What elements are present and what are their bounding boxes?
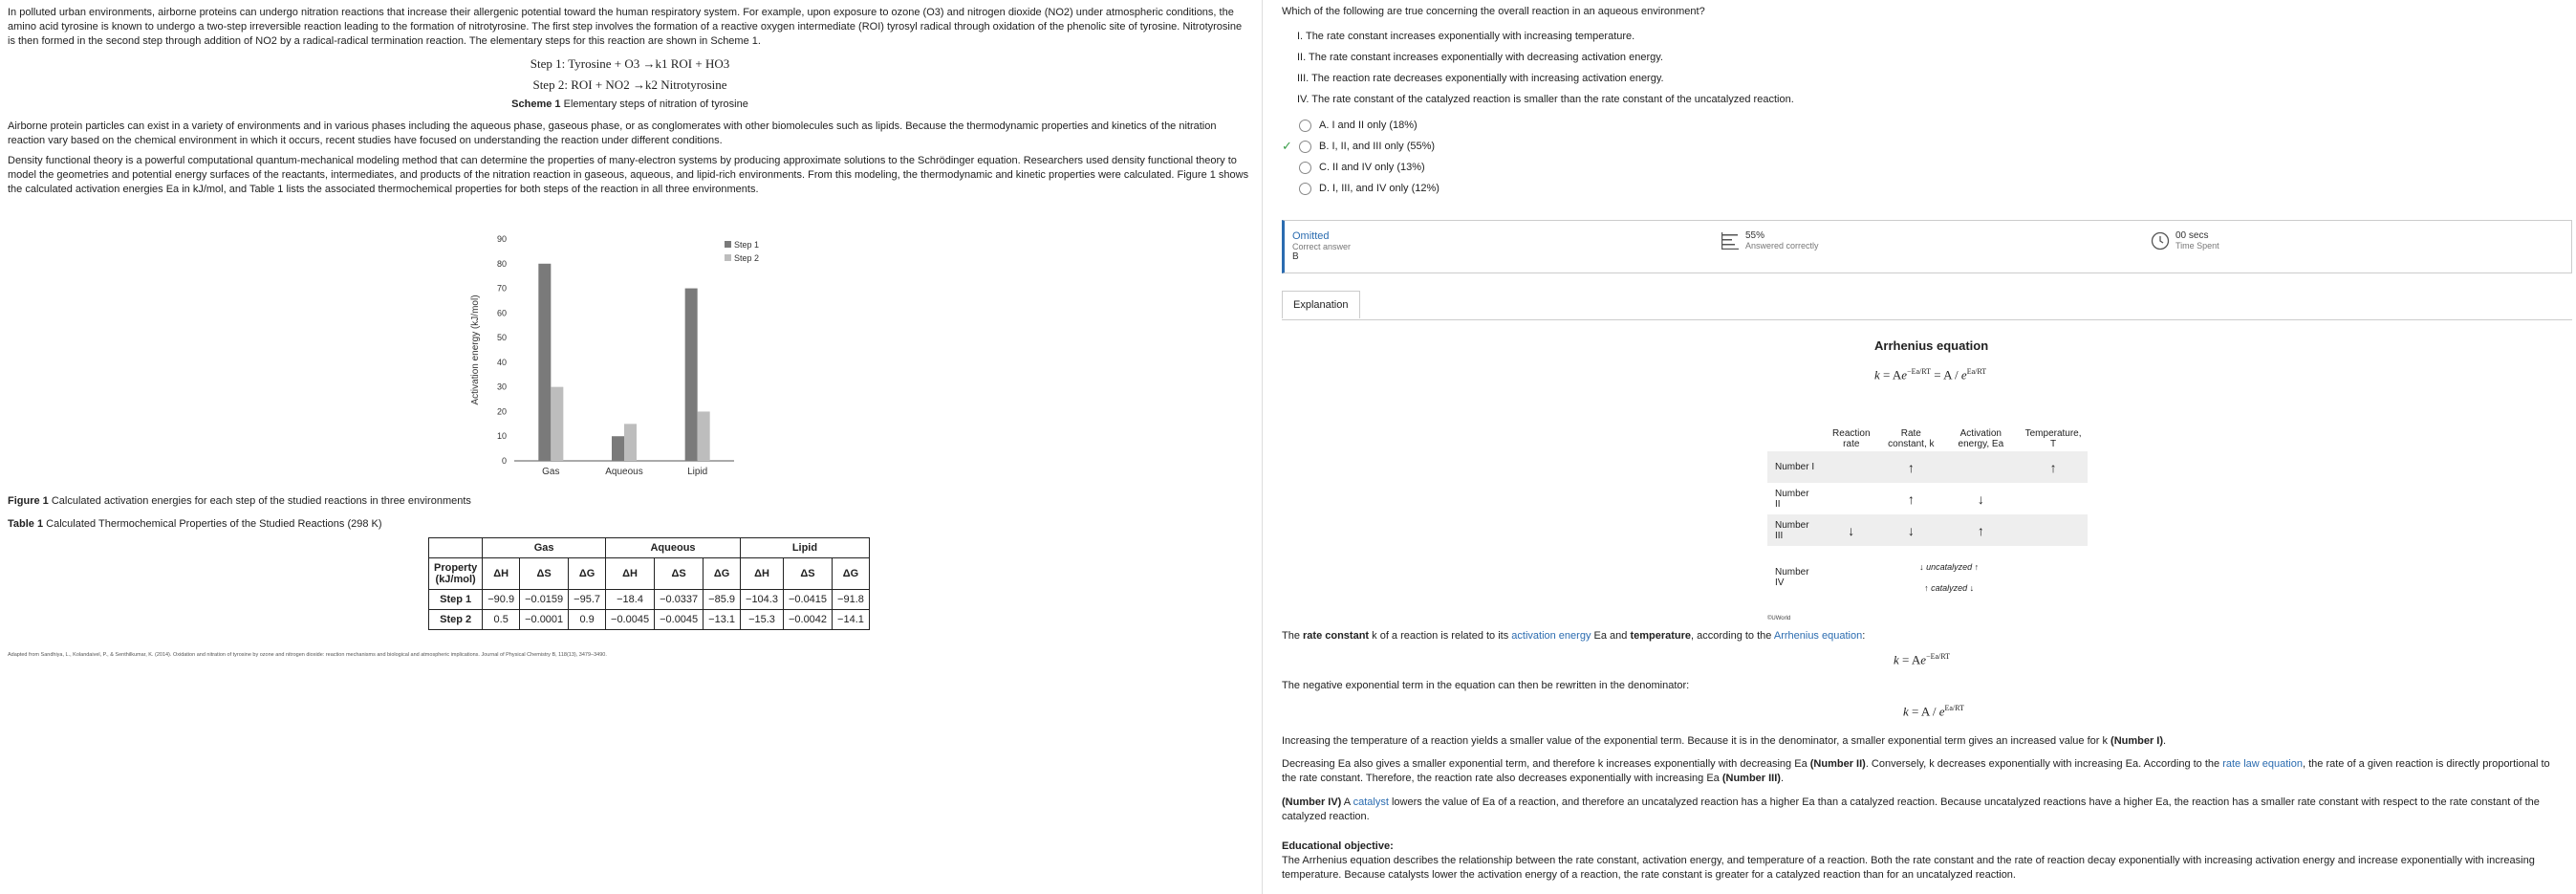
scheme-steps bbox=[8, 56, 1252, 93]
answer-choice-d[interactable] bbox=[1299, 178, 2572, 199]
arr-row bbox=[1767, 483, 2088, 514]
y-tick-label: 40 bbox=[496, 357, 507, 367]
arrhenius-title: Arrhenius equation bbox=[1874, 338, 1989, 353]
column-header: ΔG bbox=[833, 558, 870, 590]
time-stat bbox=[2151, 230, 2219, 251]
legend-swatch bbox=[725, 241, 731, 248]
arrow-icon: ↑ bbox=[1907, 491, 1915, 507]
tab-underline bbox=[1282, 319, 2572, 320]
passage-paragraph-1: In polluted urban environments, airborne proteins can undergo nitration reactions that increase their allergenic potential toward the human respiratory system. For example, upon exposure to ozone (O3) and nitrogen dioxide (NO2) under atmospheric conditions, the amino acid tyrosine is known to undergo a two-step irreversible reaction leading to the formation of nitrotyrosine. The first step involves the formation of a reactive oxygen intermediate (ROI) tyrosyl radical through oxidation of the phenolic site of tyrosine. Nitrotyrosine is then formed in the second step through addition of NO2 by a radical-radical termination reaction. The elementary steps for this reaction are shown in Scheme 1. bbox=[8, 7, 1243, 47]
citation: Adapted from Sandhiya, L., Kolandaivel, P., & Senthilkumar, K. (2014). Oxidation and nitration of tyrosine by ozone and nitrogen dioxide: reaction mechanisms and biological and atmospheric implications. Journal of Physical Chemistry B, 118(13), 3479–3490. bbox=[8, 652, 607, 658]
arrhenius-table bbox=[1767, 426, 2088, 609]
table-cell: −0.0001 bbox=[520, 610, 569, 630]
table-row bbox=[429, 610, 870, 630]
choice-label: D. I, III, and IV only (12%) bbox=[1319, 183, 1440, 194]
percent-label: Answered correctly bbox=[1745, 241, 1819, 251]
copyright: ©UWorld bbox=[1767, 616, 1791, 621]
question-panel bbox=[1282, 6, 2572, 881]
column-header: ΔH bbox=[483, 558, 520, 590]
y-tick-label: 80 bbox=[496, 258, 507, 269]
row-header: Step 2 bbox=[429, 610, 483, 630]
omitted-label: Omitted bbox=[1292, 230, 1330, 242]
table-cell: −0.0042 bbox=[783, 610, 832, 630]
y-tick-label: 20 bbox=[496, 406, 507, 417]
table-cell: −90.9 bbox=[483, 590, 520, 610]
para1-text-f: , according to the bbox=[1691, 630, 1774, 642]
y-tick-label: 90 bbox=[496, 234, 507, 244]
table-cell: −0.0045 bbox=[655, 610, 704, 630]
percent-stat bbox=[1721, 230, 1819, 251]
correct-answer-value: B bbox=[1292, 251, 1299, 262]
radio-button[interactable] bbox=[1299, 183, 1311, 195]
bar-chart-icon bbox=[1721, 231, 1740, 251]
chart-svg bbox=[466, 228, 791, 486]
arrow-icon: ↓ bbox=[1977, 491, 1984, 507]
table-cell: −95.7 bbox=[569, 590, 606, 610]
arrow-icon bbox=[1823, 451, 1879, 483]
arrow-icon: ↑ bbox=[1943, 514, 2020, 546]
x-tick-label: Aqueous bbox=[605, 467, 643, 477]
radio-button[interactable] bbox=[1299, 141, 1311, 153]
column-header: ΔG bbox=[704, 558, 741, 590]
para1-text-a: The bbox=[1282, 630, 1304, 642]
y-tick-label: 30 bbox=[496, 382, 507, 392]
arr-header: Temperature, T bbox=[2024, 428, 2082, 449]
table-caption bbox=[8, 518, 382, 530]
passage-paragraph-3: Density functional theory is a powerful computational quantum-mechanical modeling method that can determine the properties of many-electron systems by producing approximate solutions to the Schrödinger equation. Researchers used density functional theory to model the geometries and potential energy surfaces of the reactants, intermediates, and products of the nitration reaction in gaseous, aqueous, and lipid-rich environments. From this modeling, the thermodynamic and kinetic properties were calculated. Figure 1 shows the calculated activation energies Ea in kJ/mol, and Table 1 lists the associated thermochemical properties for both steps of the reaction in all three environments. bbox=[8, 155, 1249, 195]
educational-objective bbox=[1282, 839, 2553, 883]
table-group-header: Lipid bbox=[741, 538, 870, 558]
arr-cell bbox=[1823, 546, 1879, 609]
results-bar bbox=[1282, 220, 2572, 273]
property-header: Property (kJ/mol) bbox=[429, 558, 483, 590]
table-caption-text: Calculated Thermochemical Properties of the Studied Reactions (298 K) bbox=[46, 518, 382, 530]
arrhenius-equation-1: $k = Ae^{-Ea/RT}$ bbox=[1894, 652, 1950, 667]
table-cell: −91.8 bbox=[833, 590, 870, 610]
table-cell: −0.0045 bbox=[606, 610, 655, 630]
choice-label: B. I, II, and III only (55%) bbox=[1319, 141, 1436, 152]
panel-divider bbox=[1262, 0, 1263, 894]
choice-label: A. I and II only (18%) bbox=[1319, 120, 1418, 131]
statement-1: I. The rate constant increases exponentially with increasing temperature. bbox=[1297, 31, 1635, 42]
number-i-ref: (Number I) bbox=[2111, 735, 2164, 747]
omitted-stat bbox=[1292, 230, 1351, 262]
bar-aqueous-step-2 bbox=[624, 424, 637, 461]
choice-label: C. II and IV only (13%) bbox=[1319, 162, 1425, 173]
legend-swatch bbox=[725, 254, 731, 261]
para1-text-c: k of a reaction is related to its bbox=[1369, 630, 1512, 642]
arrow-icon: ↑ bbox=[2019, 451, 2088, 483]
arrow-icon bbox=[1943, 451, 2020, 483]
percent-value: 55% bbox=[1745, 230, 1765, 241]
x-tick-label: Lipid bbox=[687, 467, 708, 477]
column-header: ΔG bbox=[569, 558, 606, 590]
thermochemical-table bbox=[428, 537, 870, 630]
arrhenius-equation-figure: $k = Ae^{-Ea/RT} = A / e^{Ea/RT}$ bbox=[1874, 367, 1987, 382]
number-iv-ref: (Number IV) bbox=[1282, 796, 1342, 808]
arr-cell bbox=[2019, 546, 2088, 609]
explanation-paragraph-4: Decreasing Ea also gives a smaller exponential term, and therefore k increases exponentially with decreasing Ea (Number II). Conversely, k decreases exponentially with increasing Ea. According to the rate law equation, the rate of a given reaction is directly proportional to the rate constant. Therefore, the reaction rate also decreases exponentially with increasing Ea (Number III). bbox=[1282, 758, 2550, 784]
bar-aqueous-step-1 bbox=[612, 436, 624, 461]
y-axis-label: Activation energy (kJ/mol) bbox=[470, 294, 481, 405]
radio-button[interactable] bbox=[1299, 162, 1311, 174]
explanation-paragraph-5 bbox=[1282, 796, 2553, 824]
answer-choice-c[interactable] bbox=[1299, 157, 2572, 178]
scheme-caption bbox=[8, 98, 1252, 110]
answer-choice-b[interactable] bbox=[1282, 136, 2572, 157]
column-header: ΔS bbox=[783, 558, 832, 590]
question-text: Which of the following are true concerning the overall reaction in an aqueous environment? bbox=[1282, 6, 1705, 17]
column-header: ΔS bbox=[655, 558, 704, 590]
arr-row bbox=[1767, 546, 2088, 609]
arr-header: Reaction rate bbox=[1832, 428, 1871, 449]
table-cell: −0.0415 bbox=[783, 590, 832, 610]
table-row bbox=[429, 590, 870, 610]
number-ii-ref: (Number II) bbox=[1809, 758, 1866, 770]
temperature-term: temperature bbox=[1630, 630, 1692, 642]
arr-row-label: Number II bbox=[1775, 488, 1809, 510]
table-cell: −13.1 bbox=[704, 610, 741, 630]
arr-header: Rate constant, k bbox=[1888, 428, 1935, 449]
bar-gas-step-2 bbox=[551, 387, 563, 461]
table-corner bbox=[429, 538, 483, 558]
activation-energy-link[interactable]: activation energy bbox=[1511, 630, 1591, 642]
arrow-icon bbox=[2019, 514, 2088, 546]
y-tick-label: 50 bbox=[496, 333, 507, 343]
table-cell: −85.9 bbox=[704, 590, 741, 610]
table-cell: −0.0159 bbox=[520, 590, 569, 610]
rate-constant-term: rate constant bbox=[1303, 630, 1370, 642]
x-tick-label: Gas bbox=[542, 467, 560, 477]
activation-energy-chart bbox=[466, 228, 791, 486]
bar-lipid-step-2 bbox=[698, 411, 710, 461]
answer-choices bbox=[1282, 115, 2572, 199]
table-cell: −104.3 bbox=[741, 590, 784, 610]
table-label: Table 1 bbox=[8, 518, 44, 530]
arrhenius-link[interactable]: Arrhenius equation bbox=[1773, 630, 1863, 642]
scheme-caption-text: Elementary steps of nitration of tyrosine bbox=[563, 98, 748, 110]
y-tick-label: 0 bbox=[501, 456, 507, 466]
rate-law-link[interactable]: rate law equation bbox=[2222, 758, 2303, 770]
bar-lipid-step-1 bbox=[685, 289, 698, 461]
passage-panel bbox=[8, 6, 1252, 658]
arrow-icon: ↓ bbox=[1879, 514, 1942, 546]
table-cell: −18.4 bbox=[606, 590, 655, 610]
table-cell: 0.5 bbox=[483, 610, 520, 630]
arr-catalysis-cell: ↓ uncatalyzed ↑ ↑ catalyzed ↓ bbox=[1919, 562, 1980, 593]
number-iii-ref: (Number III) bbox=[1721, 773, 1781, 784]
para4-text-c: . Conversely, k decreases exponentially with increasing Ea. According to the bbox=[1865, 758, 2223, 770]
figure-label: Figure 1 bbox=[8, 495, 49, 507]
column-header: ΔH bbox=[741, 558, 784, 590]
statement-4: IV. The rate constant of the catalyzed reaction is smaller than the rate constant of the uncatalyzed reaction. bbox=[1297, 94, 1794, 105]
table-cell: −0.0337 bbox=[655, 590, 704, 610]
row-header: Step 1 bbox=[429, 590, 483, 610]
table-cell: −14.1 bbox=[833, 610, 870, 630]
statement-3: III. The reaction rate decreases exponentially with increasing activation energy. bbox=[1297, 73, 1664, 84]
arrow-icon: ↓ bbox=[1823, 514, 1879, 546]
figure-caption-text: Calculated activation energies for each step of the studied reactions in three environments bbox=[51, 495, 471, 507]
arrow-icon bbox=[1823, 483, 1879, 514]
table-group-header: Aqueous bbox=[606, 538, 741, 558]
arrhenius-equation-2: $k = A / e^{Ea/RT}$ bbox=[1903, 704, 1964, 719]
statement-list bbox=[1282, 31, 2572, 105]
explanation-paragraph-1 bbox=[1282, 629, 2553, 643]
answer-choice-a[interactable] bbox=[1299, 115, 2572, 136]
passage-paragraph-2: Airborne protein particles can exist in a variety of environments and in various phases including the aqueous phase, gaseous phase, or as conglomerates with other biomolecules such as lipids. Because the thermodynamic properties and kinetics of the nitration reaction vary based on the chemical environment in which it occurs, recent studies have focused on understanding the reaction under different conditions. bbox=[8, 120, 1217, 146]
legend-label: Step 1 bbox=[734, 240, 760, 250]
arr-row-label: Number IV bbox=[1775, 567, 1809, 588]
table-cell: 0.9 bbox=[569, 610, 606, 630]
legend-label: Step 2 bbox=[734, 253, 760, 263]
arrow-icon: ↑ bbox=[1879, 451, 1942, 483]
y-tick-label: 60 bbox=[496, 308, 507, 318]
table-group-header: Gas bbox=[483, 538, 606, 558]
column-header: ΔS bbox=[520, 558, 569, 590]
para1-text-d: Ea and bbox=[1591, 630, 1631, 642]
para5-text-b: A bbox=[1341, 796, 1353, 808]
para5-text-c: lowers the value of Ea of a reaction, and therefore an uncatalyzed reaction has a higher Ea than a catalyzed reaction. Because uncatalyzed reactions have a higher Ea, the reaction has a smaller rate constant with respect to the rate constant of the catalyzed reaction. bbox=[1282, 796, 2540, 822]
objective-title: Educational objective: bbox=[1282, 840, 1394, 852]
correct-answer-label: Correct answer bbox=[1292, 242, 1352, 251]
bar-gas-step-1 bbox=[538, 264, 551, 461]
arr-row-label: Number I bbox=[1767, 451, 1823, 483]
arr-row bbox=[1767, 514, 2088, 546]
statement-2: II. The rate constant increases exponentially with decreasing activation energy. bbox=[1297, 52, 1663, 63]
scheme-step-1: Step 1: Tyrosine + O3 →k1 ROI + HO3 bbox=[530, 56, 730, 71]
correct-check-icon: ✓ bbox=[1282, 139, 1292, 153]
y-tick-label: 70 bbox=[496, 283, 507, 294]
time-label: Time Spent bbox=[2176, 241, 2219, 251]
scheme-step-2: Step 2: ROI + NO2 →k2 Nitrotyrosine bbox=[532, 77, 727, 92]
scheme-label: Scheme 1 bbox=[511, 98, 561, 110]
para4-text-a: Decreasing Ea also gives a smaller exponential term, and therefore k increases exponentially with decreasing Ea bbox=[1282, 758, 1810, 770]
tab-explanation[interactable]: Explanation bbox=[1282, 291, 1360, 318]
column-header: ΔH bbox=[606, 558, 655, 590]
clock-icon bbox=[2151, 231, 2170, 251]
para4-text-d: , the rate of a given reaction is directly proportional to the rate constant. Therefore, the reaction rate also decreases exponentially with increasing Ea bbox=[1282, 758, 2550, 784]
para3-text-a: Increasing the temperature of a reaction yields a smaller value of the exponential term. Because it is in the denominator, a smaller exponential term gives an increased value for k bbox=[1282, 735, 2111, 747]
catalyst-link[interactable]: catalyst bbox=[1353, 796, 1389, 808]
arr-header: Activation energy, Ea bbox=[1958, 428, 2004, 449]
arrow-icon bbox=[2019, 483, 2088, 514]
explanation-paragraph-2: The negative exponential term in the equation can then be rewritten in the denominator: bbox=[1282, 680, 1690, 691]
para1-text-g: : bbox=[1862, 630, 1866, 642]
table-cell: −15.3 bbox=[741, 610, 784, 630]
y-tick-label: 10 bbox=[496, 431, 507, 442]
arr-row-label: Number III bbox=[1767, 514, 1823, 546]
arr-row bbox=[1767, 451, 2088, 483]
objective-text: The Arrhenius equation describes the relationship between the rate constant, activation energy, and temperature of a reaction. Both the rate constant and the rate of reaction decay exponentially with increasing activation energy and increase exponentially with increasing temperature. Because catalysts lower the activation energy of a reaction, the rate constant is greater for a catalyzed reaction than for an uncatalyzed reaction. bbox=[1282, 855, 2535, 881]
time-value: 00 secs bbox=[2176, 230, 2209, 241]
radio-button[interactable] bbox=[1299, 120, 1311, 132]
explanation-paragraph-3: Increasing the temperature of a reaction yields a smaller value of the exponential term. Because it is in the denominator, a smaller exponential term gives an increased value for k (Number I). bbox=[1282, 735, 2167, 747]
figure-caption bbox=[8, 495, 471, 507]
arr-header bbox=[1767, 426, 1823, 451]
